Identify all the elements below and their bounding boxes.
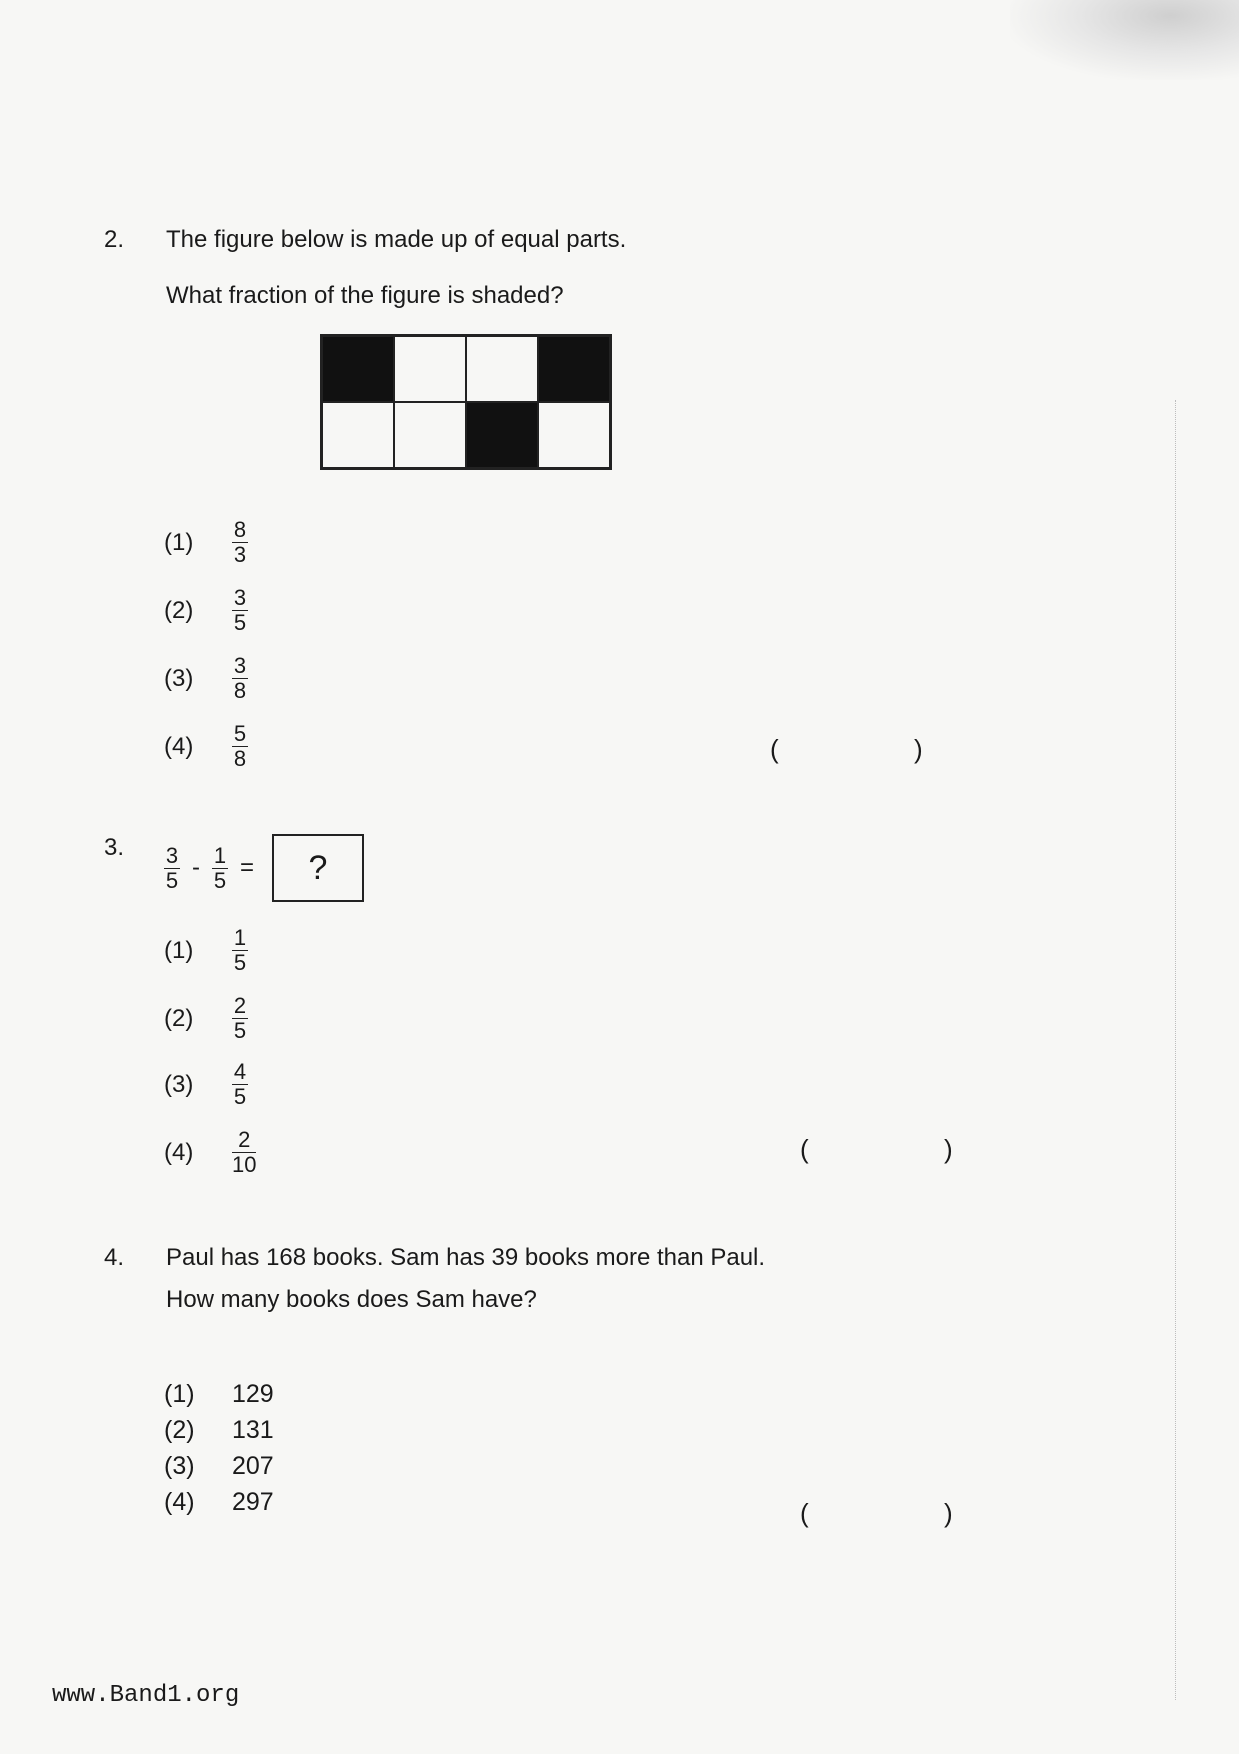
q4-option-4[interactable]: [164, 1488, 274, 1517]
q3-b-denominator: 5: [213, 867, 227, 893]
q4-option-1[interactable]: [164, 1380, 274, 1409]
option-label: (1): [164, 528, 194, 556]
q3-a-numerator: 3: [165, 842, 179, 868]
numerator: 1: [233, 925, 247, 950]
q2-answer-close-paren: ): [914, 734, 923, 764]
option-fraction: [232, 994, 248, 1043]
option-value: 131: [232, 1416, 274, 1444]
q2-answer-open-paren: (: [770, 734, 779, 764]
numerator: 4: [233, 1059, 247, 1084]
q4-answer-close-paren: ): [944, 1498, 953, 1528]
q3-fraction-a: [164, 844, 180, 893]
q4-answer-open-paren: (: [800, 1498, 809, 1528]
option-fraction: [232, 926, 248, 975]
denominator: 5: [233, 950, 247, 975]
shaded-cell: [322, 336, 394, 402]
shaded-cell: [538, 336, 610, 402]
q3-option-2[interactable]: [164, 994, 248, 1043]
q4-line1: Paul has 168 books. Sam has 39 books more than Paul.: [166, 1244, 766, 1271]
q4-line2: How many books does Sam have?: [166, 1286, 537, 1313]
q3-number: 3.: [104, 834, 125, 861]
option-fraction: [232, 654, 248, 703]
unshaded-cell: [394, 336, 466, 402]
unshaded-cell: [322, 402, 394, 468]
numerator: 5: [233, 721, 247, 746]
numerator: 3: [233, 653, 247, 678]
scan-edge: [1175, 400, 1179, 1700]
unshaded-cell: [394, 402, 466, 468]
option-fraction: [232, 1128, 256, 1177]
option-label: (2): [164, 1004, 194, 1032]
q3-b-numerator: 1: [213, 842, 227, 868]
footer-url: www.Band1.org: [52, 1682, 240, 1709]
shaded-cell: [466, 402, 538, 468]
denominator: 5: [233, 1084, 247, 1109]
denominator: 8: [233, 678, 247, 703]
option-label: (2): [164, 1416, 195, 1444]
q2-line1: The figure below is made up of equal parts.: [166, 226, 627, 253]
unshaded-cell: [538, 402, 610, 468]
q4-number: 4.: [104, 1244, 125, 1271]
option-value: 297: [232, 1488, 274, 1516]
option-fraction: [232, 722, 248, 771]
numerator: 8: [233, 517, 247, 542]
q3-fraction-b: [212, 844, 228, 893]
numerator: 2: [238, 1127, 251, 1152]
option-value: 129: [232, 1380, 274, 1408]
q2-option-2[interactable]: [164, 586, 248, 635]
numerator: 2: [233, 993, 247, 1018]
denominator: 5: [233, 1018, 247, 1043]
option-fraction: [232, 1060, 248, 1109]
q3-option-3[interactable]: [164, 1060, 248, 1109]
option-label: (1): [164, 936, 194, 964]
q3-a-denominator: 5: [165, 867, 179, 893]
q3-equation: [164, 834, 364, 902]
q2-option-1[interactable]: [164, 518, 248, 567]
option-label: (3): [164, 664, 194, 692]
option-value: 207: [232, 1452, 274, 1480]
denominator: 8: [233, 746, 247, 771]
option-label: (1): [164, 1380, 195, 1408]
q4-option-3[interactable]: [164, 1452, 274, 1481]
q3-answer-open-paren: (: [800, 1134, 809, 1164]
option-label: (4): [164, 1138, 194, 1166]
q2-number: 2.: [104, 226, 125, 253]
option-label: (4): [164, 1488, 195, 1516]
option-fraction: [232, 518, 248, 567]
option-label: (4): [164, 732, 194, 760]
q2-figure-grid: [320, 334, 612, 470]
q3-option-4[interactable]: [164, 1128, 256, 1177]
q4-option-2[interactable]: [164, 1416, 274, 1445]
denominator: 3: [233, 542, 247, 567]
option-label: (2): [164, 596, 194, 624]
denominator: 5: [233, 610, 247, 635]
unshaded-cell: [466, 336, 538, 402]
q3-equals: =: [240, 854, 255, 881]
q2-option-4[interactable]: [164, 722, 248, 771]
q2-option-3[interactable]: [164, 654, 248, 703]
option-label: (3): [164, 1070, 194, 1098]
scan-smudge: [1010, 0, 1239, 80]
q3-option-1[interactable]: [164, 926, 248, 975]
option-label: (3): [164, 1452, 195, 1480]
numerator: 3: [233, 585, 247, 610]
q3-answer-close-paren: ): [944, 1134, 953, 1164]
option-fraction: [232, 586, 248, 635]
q3-answer-box: ?: [272, 834, 364, 902]
denominator: 10: [232, 1152, 257, 1177]
q3-operator: -: [192, 854, 200, 881]
q2-line2: What fraction of the figure is shaded?: [166, 282, 564, 309]
